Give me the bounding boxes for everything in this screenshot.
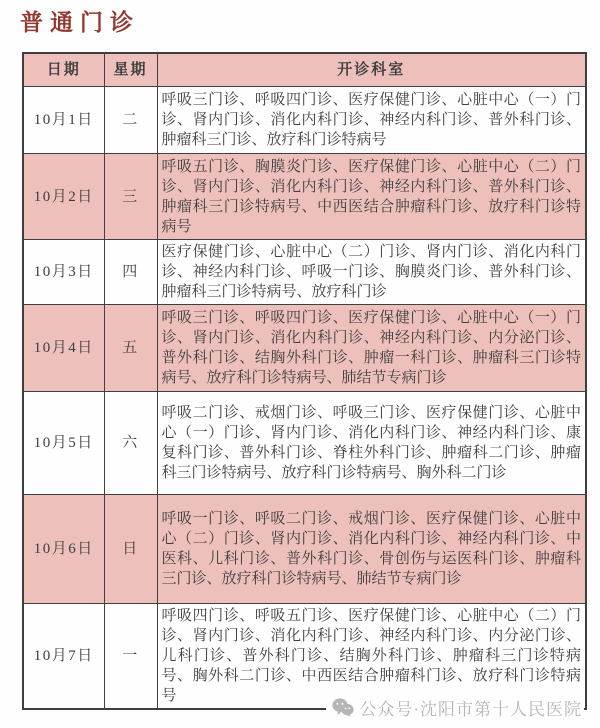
weekday-cell: 一	[104, 604, 157, 710]
table-row	[23, 305, 586, 392]
date-cell: 10月2日	[23, 154, 104, 240]
departments-cell: 呼吸二门诊、戒烟门诊、呼吸三门诊、医疗保健门诊、心脏中心（一）门诊、肾内门诊、消化内科门诊、神经内科门诊、康复科门诊、普外科门诊、脊柱外科门诊、肿瘤科二门诊、肿瘤科三门诊特病号、放疗科门诊特病号、胸外科二门诊	[157, 392, 586, 495]
date-cell: 10月7日	[23, 604, 104, 710]
weekday-cell: 四	[104, 240, 157, 305]
watermark-label: 公众号·沈阳市第十人民医院	[359, 700, 582, 719]
outpatient-schedule-table	[22, 52, 587, 710]
date-cell: 10月6日	[23, 495, 104, 604]
date-cell: 10月1日	[23, 87, 104, 154]
weekday-cell: 三	[104, 154, 157, 240]
date-cell: 10月3日	[23, 240, 104, 305]
departments-cell: 医疗保健门诊、心脏中心（二）门诊、肾内门诊、消化内科门诊、神经内科门诊、呼吸一门诊、胸膜炎门诊、普外科门诊、肿瘤科三门诊特病号、放疗科门诊	[157, 240, 586, 305]
table-row	[23, 87, 586, 154]
weekday-cell: 五	[104, 305, 157, 392]
table-row	[23, 154, 586, 240]
table-row	[23, 240, 586, 305]
page-title: 普通门诊	[20, 10, 140, 35]
header-date: 日期	[23, 53, 104, 87]
date-cell: 10月4日	[23, 305, 104, 392]
table-row	[23, 495, 586, 604]
watermark	[326, 693, 584, 722]
departments-cell: 呼吸四门诊、呼吸五门诊、医疗保健门诊、心脏中心（二）门诊、肾内门诊、消化内科门诊、神经内科门诊、内分泌门诊、儿科门诊、普外科门诊、结胸外科门诊、肿瘤科三门诊特病号、胸外科二门诊、中西医结合肿瘤科门诊、放疗科门诊特病号	[157, 604, 586, 710]
header-weekday: 星期	[104, 53, 157, 87]
header-departments: 开诊科室	[157, 53, 586, 87]
departments-cell: 呼吸三门诊、呼吸四门诊、医疗保健门诊、心脏中心（一）门诊、肾内门诊、消化内科门诊、神经内科门诊、普外科门诊、肿瘤科三门诊、放疗科门诊特病号	[157, 87, 586, 154]
weekday-cell: 二	[104, 87, 157, 154]
table-row	[23, 392, 586, 495]
weekday-cell: 六	[104, 392, 157, 495]
weekday-cell: 日	[104, 495, 157, 604]
wechat-icon	[332, 698, 354, 717]
date-cell: 10月5日	[23, 392, 104, 495]
departments-cell: 呼吸五门诊、胸膜炎门诊、医疗保健门诊、心脏中心（二）门诊、肾内门诊、消化内科门诊、神经内科门诊、普外科门诊、肿瘤科三门诊特病号、中西医结合肿瘤科门诊、放疗科门诊特病号	[157, 154, 586, 240]
departments-cell: 呼吸三门诊、呼吸四门诊、医疗保健门诊、心脏中心（一）门诊、肾内门诊、消化内科门诊、神经内科门诊、内分泌门诊、普外科门诊、结胸外科门诊、肿瘤一科门诊、肿瘤科三门诊特病号、放疗科门诊特病号、肺结节专病门诊	[157, 305, 586, 392]
table-header-row	[23, 53, 586, 87]
departments-cell: 呼吸一门诊、呼吸二门诊、戒烟门诊、医疗保健门诊、心脏中心（二）门诊、肾内门诊、消化内科门诊、神经内科门诊、中医科、儿科门诊、普外科门诊、骨创伤与运医科门诊、肿瘤科三门诊、放疗科门诊特病号、肺结节专病门诊	[157, 495, 586, 604]
